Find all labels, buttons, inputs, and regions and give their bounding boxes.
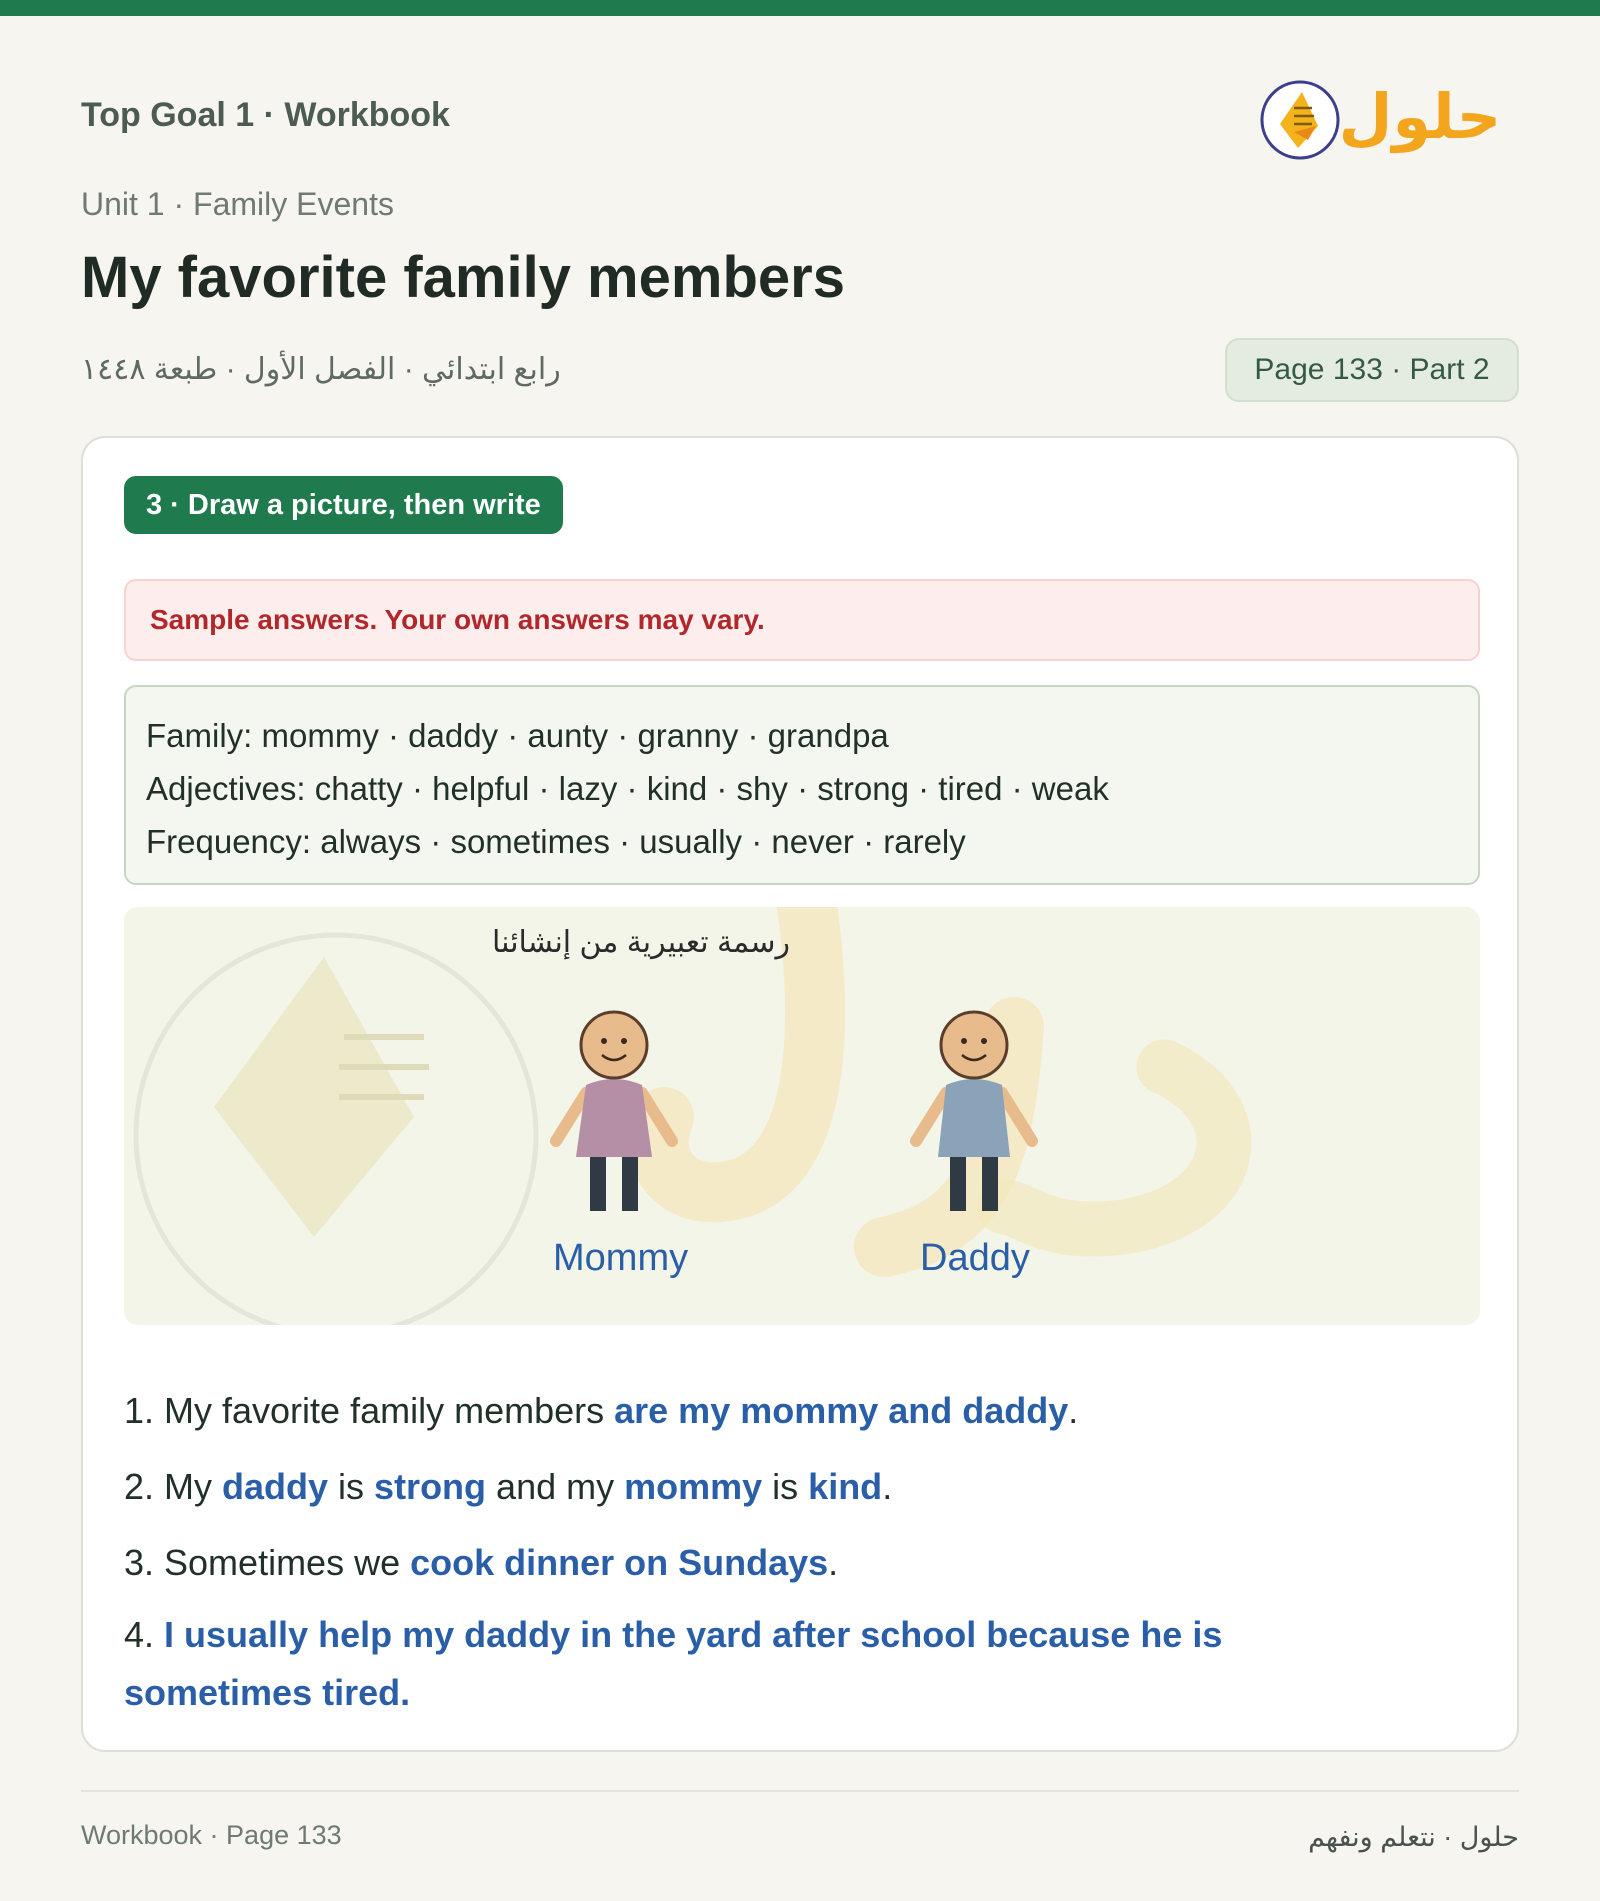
word-bank-frequency: Frequency: always · sometimes · usually · never · rarely xyxy=(146,823,966,860)
footer-brand: حلول · نتعلم ونفهم xyxy=(1308,1822,1519,1852)
mommy-figure xyxy=(544,1005,684,1215)
answer-2-prompt: 2. My xyxy=(124,1466,223,1507)
answer-2 xyxy=(124,1466,892,1508)
drawing-area xyxy=(124,907,1480,1325)
answer-2-period: . xyxy=(882,1466,893,1507)
word-bank-adjectives: Adjectives: chatty · helpful · lazy · kind · shy · strong · tired · weak xyxy=(146,770,1109,807)
answer-2-text: is xyxy=(328,1466,375,1507)
answer-1 xyxy=(124,1390,1078,1432)
mommy-label: Mommy xyxy=(553,1237,689,1279)
answer-2-text: is xyxy=(762,1466,809,1507)
word-bank xyxy=(124,685,1480,885)
word-bank-family: Family: mommy · daddy · aunty · granny · grandpa xyxy=(146,717,889,754)
answer-2-fill: kind xyxy=(808,1466,883,1507)
answer-2-fill: mommy xyxy=(624,1466,763,1507)
answer-2-fill: daddy xyxy=(222,1466,329,1507)
grade-meta-arabic: رابع ابتدائي · الفصل الأول · طبعة ١٤٤٨ xyxy=(81,353,561,386)
hulul-logo xyxy=(1258,68,1508,168)
answer-4 xyxy=(124,1606,1374,1722)
page-badge: Page 133 · Part 2 xyxy=(1225,338,1519,402)
answer-3-fill: cook dinner on Sundays xyxy=(410,1542,829,1583)
daddy-label: Daddy xyxy=(920,1237,1030,1279)
daddy-figure xyxy=(904,1005,1044,1215)
footer-divider xyxy=(81,1790,1519,1792)
footer-page-info: Workbook · Page 133 xyxy=(81,1820,342,1850)
answer-1-prompt: 1. My favorite family members xyxy=(124,1390,615,1431)
answer-2-text: and my xyxy=(486,1466,625,1507)
answer-1-period: . xyxy=(1068,1390,1079,1431)
watermark-icon xyxy=(124,907,1480,1325)
unit-line: Unit 1 · Family Events xyxy=(81,186,394,222)
logo-icon xyxy=(1258,68,1508,168)
page-title: My favorite family members xyxy=(81,245,845,310)
answer-4-fill: I usually help my daddy in the yard after school because he is sometimes tired. xyxy=(124,1614,1223,1713)
svg-text:حلول: حلول xyxy=(1338,80,1502,153)
answer-1-fill: are my mommy and daddy xyxy=(614,1390,1069,1431)
task-label: 3 · Draw a picture, then write xyxy=(124,476,563,534)
exercise-card xyxy=(81,436,1519,1752)
answer-3 xyxy=(124,1542,838,1584)
answer-4-prompt: 4. xyxy=(124,1614,165,1655)
book-title-block xyxy=(81,96,450,135)
book-title: Top Goal 1 · Workbook xyxy=(81,96,450,134)
top-accent-bar xyxy=(0,0,1600,16)
answer-3-prompt: 3. Sometimes we xyxy=(124,1542,411,1583)
drawing-caption: رسمة تعبيرية من إنشائنا xyxy=(492,926,791,959)
sample-answers-notice: Sample answers. Your own answers may vary. xyxy=(124,579,1480,661)
answer-2-fill: strong xyxy=(374,1466,487,1507)
answer-3-period: . xyxy=(828,1542,839,1583)
